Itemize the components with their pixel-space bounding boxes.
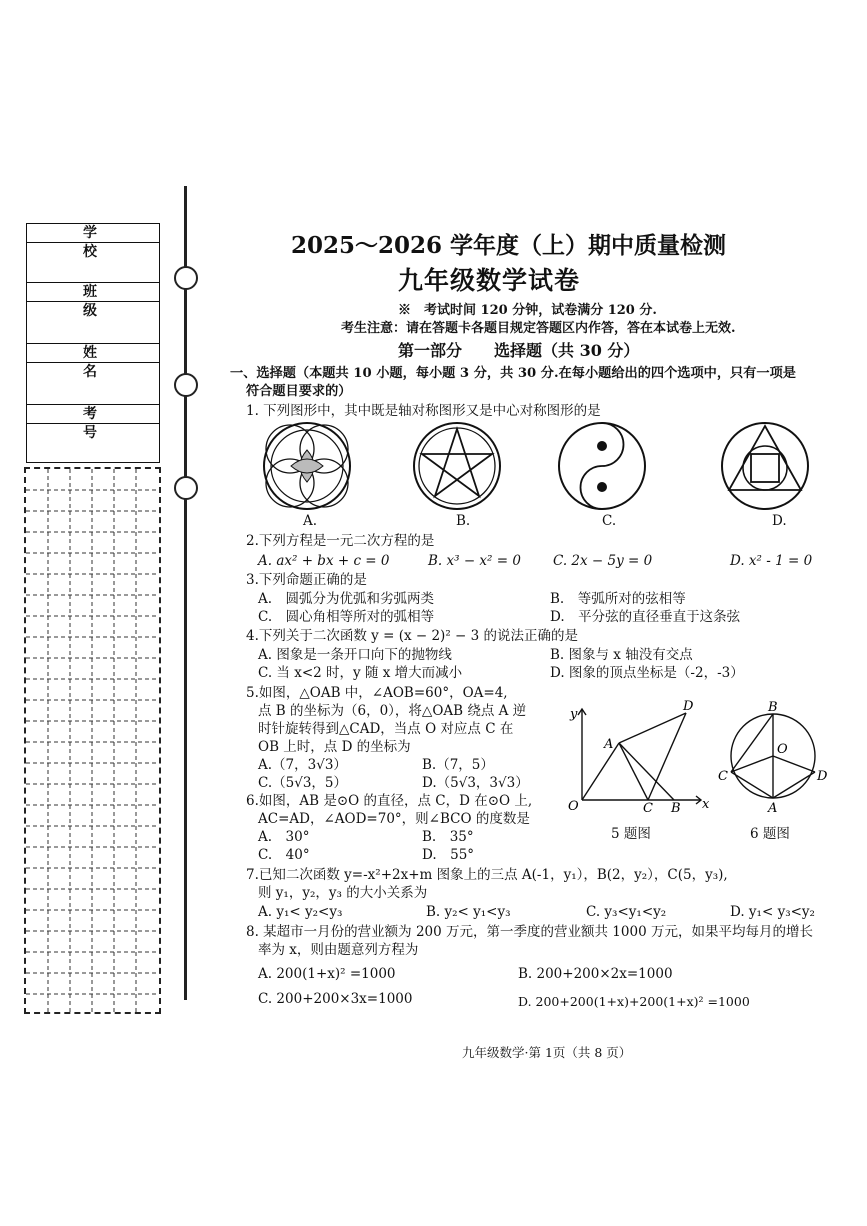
q5-option-b: B.（7，5） <box>422 757 494 773</box>
q6-stem-line1: 6.如图，AB 是⊙O 的直径，点 C，D 在⊙O 上, <box>246 793 533 809</box>
name-field[interactable] <box>27 363 159 405</box>
binding-line <box>184 186 187 1000</box>
q6-option-b: B. 35° <box>422 829 474 845</box>
fig5-label-o: O <box>568 799 579 814</box>
q4-option-c: C. 当 x<2 时，y 随 x 增大而减小 <box>258 665 463 681</box>
q3-option-c: C. 圆心角相等所对的弧相等 <box>258 609 435 625</box>
exam-subtitle: 九年级数学试卷 <box>398 266 581 295</box>
q8-option-b: B. 200+200×2x=1000 <box>518 966 673 982</box>
part-title: 第一部分 选择题（共 30 分） <box>398 341 640 360</box>
q4-option-d: D. 图象的顶点坐标是（-2，-3） <box>550 665 744 681</box>
q8-option-d: D. 200+200(1+x)+200(1+x)² =1000 <box>518 994 750 1009</box>
exam-number-field[interactable] <box>27 424 159 461</box>
q6-stem-line2: AC=AD，∠AOD=70°，则∠BCO 的度数是 <box>258 811 530 827</box>
q1-label-c: C. <box>602 513 617 529</box>
fig6-label-a: A <box>768 801 778 815</box>
q3-option-d: D. 平分弦的直径垂直于这条弦 <box>550 609 741 625</box>
q1-label-b: B. <box>456 513 471 529</box>
q8-stem-line2: 率为 x，则由题意列方程为 <box>258 942 419 958</box>
q7-option-b: B. y₂< y₁<y₃ <box>426 904 511 920</box>
q5-stem-line3: 时针旋转得到△CAD，当点 O 对应点 C 在 <box>258 721 514 737</box>
exam-number-label: 考 号 <box>27 405 159 424</box>
q5-stem-line4: OB 上时，点 D 的坐标为 <box>258 739 411 755</box>
figure-c-yinyang <box>559 423 645 509</box>
fig5-label-d: D <box>683 699 694 714</box>
section-heading: 一、选择题（本题共 10 小题，每小题 3 分，共 30 分.在每小题给出的四个选项中，只有一项是 <box>230 366 796 381</box>
figure-b-pentagram <box>414 423 500 509</box>
figure-d-triangle-square <box>722 423 808 509</box>
q6-option-a: A. 30° <box>258 829 310 845</box>
q4-option-a: A. 图象是一条开口向下的抛物线 <box>258 647 452 663</box>
q6-option-c: C. 40° <box>258 847 310 863</box>
grid-lines <box>26 469 159 1012</box>
q4-stem: 4.下列关于二次函数 y = (x − 2)² − 3 的说法正确的是 <box>246 628 579 644</box>
q5-option-a: A.（7，3√3） <box>258 757 347 773</box>
q8-option-c: C. 200+200×3x=1000 <box>258 991 413 1007</box>
q2-stem: 2.下列方程是一元二次方程的是 <box>246 533 435 549</box>
q5-figure-caption: 5 题图 <box>611 826 651 842</box>
q7-option-c: C. y₃<y₁<y₂ <box>586 904 667 920</box>
school-field[interactable] <box>27 243 159 283</box>
fig6-label-o: O <box>777 742 788 757</box>
q8-option-a: A. 200(1+x)² =1000 <box>258 966 396 982</box>
q3-stem: 3.下列命题正确的是 <box>246 572 367 588</box>
exam-info: ※ 考试时间 120 分钟，试卷满分 120 分. <box>398 303 657 318</box>
binding-hole <box>174 266 198 290</box>
q7-option-a: A. y₁< y₂<y₃ <box>258 904 343 920</box>
section-heading-cont: 符合题目要求的） <box>246 384 352 399</box>
q4-option-b: B. 图象与 x 轴没有交点 <box>550 647 693 663</box>
binding-hole <box>174 373 198 397</box>
student-info-table <box>26 223 171 463</box>
fig5-label-a: A <box>604 737 614 752</box>
fig5-label-x: x <box>702 797 710 812</box>
class-label: 班 级 <box>27 283 159 302</box>
q6-figure <box>715 700 835 815</box>
class-field[interactable] <box>27 302 159 344</box>
q1-stem: 1. 下列图形中，其中既是轴对称图形又是中心对称图形的是 <box>246 403 601 419</box>
q1-figures <box>255 420 845 515</box>
q7-stem-line1: 7.已知二次函数 y=-x²+2x+m 图象上的三点 A(-1，y₁），B(2，y₂），C(5，y₃), <box>246 867 728 883</box>
q7-option-d: D. y₁< y₃<y₂ <box>730 904 815 920</box>
q3-option-a: A. 圆弧分为优弧和劣弧两类 <box>258 591 435 607</box>
q5-figure <box>562 698 712 818</box>
name-label: 姓 名 <box>27 344 159 363</box>
q2-option-a: A. ax² + bx + c = 0 <box>258 553 390 569</box>
answer-grid <box>24 467 161 1014</box>
q6-option-d: D. 55° <box>422 847 475 863</box>
fig6-label-b: B <box>768 700 778 715</box>
q5-stem-line2: 点 B 的坐标为（6，0），将△OAB 绕点 A 逆 <box>258 703 527 719</box>
q3-option-b: B. 等弧所对的弦相等 <box>550 591 686 607</box>
q7-stem-line2: 则 y₁，y₂，y₃ 的大小关系为 <box>258 885 428 901</box>
figure-a-petals <box>264 423 350 509</box>
q6-figure-caption: 6 题图 <box>750 826 790 842</box>
binding-hole <box>174 476 198 500</box>
q5-option-c: C.（5√3，5） <box>258 775 348 791</box>
q1-label-d: D. <box>772 513 787 529</box>
q2-option-d: D. x² - 1 = 0 <box>730 553 813 569</box>
page-footer: 九年级数学·第 1页（共 8 页） <box>462 1045 632 1060</box>
q2-option-b: B. x³ − x² = 0 <box>428 553 521 569</box>
exam-notice: 考生注意：请在答题卡各题目规定答题区内作答，答在本试卷上无效. <box>341 321 736 336</box>
q5-option-d: D.（5√3，3√3） <box>422 775 529 791</box>
fig6-label-d: D <box>817 769 828 784</box>
q8-stem-line1: 8. 某超市一月份的营业额为 200 万元，第一季度的营业额共 1000 万元，如果平均每月的增长 <box>246 924 813 940</box>
fig5-label-b: B <box>671 801 681 816</box>
fig5-label-c: C <box>643 801 653 816</box>
fig5-label-y: y <box>570 707 578 722</box>
school-label: 学 校 <box>27 224 159 243</box>
exam-title: 2025～2026 学年度（上）期中质量检测 <box>291 232 727 259</box>
q2-option-c: C. 2x − 5y = 0 <box>553 553 653 569</box>
q5-stem-line1: 5.如图，△OAB 中，∠AOB=60°，OA=4, <box>246 685 508 701</box>
q1-label-a: A. <box>303 513 318 529</box>
fig6-label-c: C <box>718 769 728 784</box>
